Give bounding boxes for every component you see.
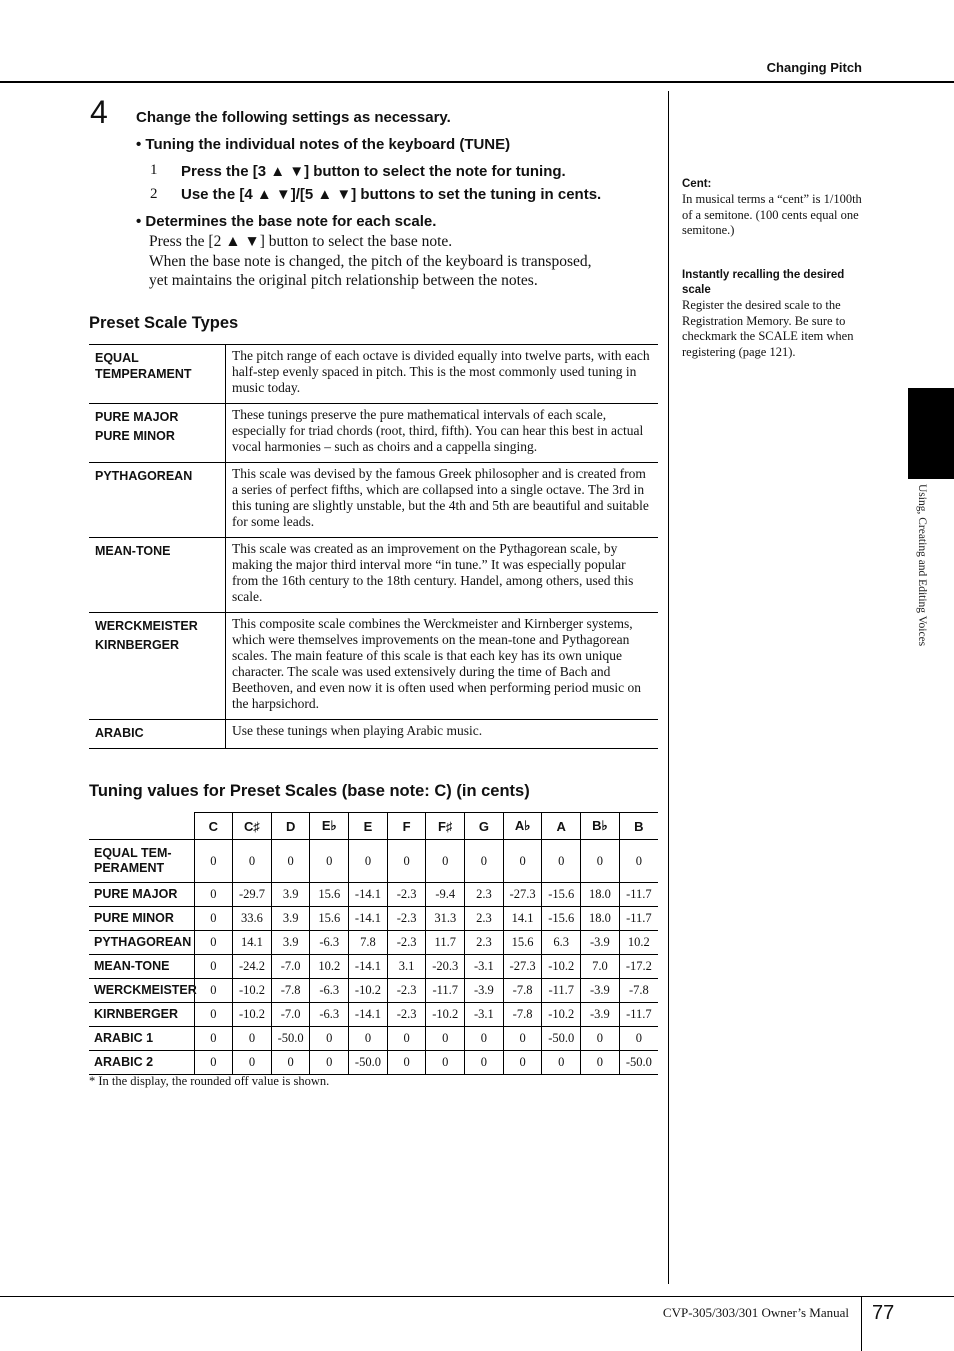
tuning-value: 3.9 [271, 883, 310, 907]
tuning-value: 0 [310, 840, 349, 883]
recall-note [682, 268, 864, 360]
tuning-value: -7.0 [271, 955, 310, 979]
tuning-value: -7.8 [503, 979, 542, 1003]
tuning-value: -7.8 [271, 979, 310, 1003]
base-note-line-3: yet maintains the original pitch relationship between the notes. [149, 272, 538, 289]
note-header: B [619, 813, 658, 840]
tuning-value: 14.1 [503, 907, 542, 931]
column-divider [668, 91, 669, 1284]
tuning-value: -50.0 [271, 1027, 310, 1051]
tuning-row-name: MEAN-TONE [89, 955, 194, 979]
scale-row [89, 463, 658, 538]
cent-note-heading: Cent: [682, 178, 712, 190]
tuning-value: -50.0 [349, 1051, 388, 1075]
tuning-row-name: WERCKMEISTER [89, 979, 194, 1003]
scale-description: The pitch range of each octave is divided equally into twelve parts, with each half-step evenly spaced in pitch. This is the most commonly used tuning in music today. [226, 345, 659, 404]
note-header: A [542, 813, 581, 840]
tuning-value: 14.1 [233, 931, 272, 955]
tuning-value: 3.1 [387, 955, 426, 979]
tuning-value: 0 [194, 840, 233, 883]
scale-description: This composite scale combines the Werckmeister and Kirnberger systems, which were themselves improvements on the mean-tone and Pythagorean scales. The main feature of this scale is that each key has its own unique character. The scale was used extensively during the time of Bach and Beethoven, and even now it is often used when performing period music on the harpsichord. [226, 613, 659, 720]
recall-note-body: Register the desired scale to the Registration Memory. Be sure to checkmark the SCALE item when registering (page 121). [682, 298, 854, 359]
footer-divider [861, 1296, 862, 1351]
scale-row [89, 404, 658, 463]
tuning-row-name: ARABIC 1 [89, 1027, 194, 1051]
tuning-value: 0 [233, 840, 272, 883]
tuning-value: 0 [310, 1051, 349, 1075]
tuning-value: -9.4 [426, 883, 465, 907]
scale-name-line-2: TEMPERAMENT [95, 367, 192, 381]
tuning-value: -15.6 [542, 907, 581, 931]
tuning-row-name: PURE MINOR [89, 907, 194, 931]
tuning-value: 0 [194, 883, 233, 907]
tuning-value: -3.1 [465, 1003, 504, 1027]
tuning-value: 6.3 [542, 931, 581, 955]
tuning-value: -10.2 [542, 1003, 581, 1027]
tuning-value: 10.2 [310, 955, 349, 979]
tuning-value: -14.1 [349, 955, 388, 979]
tuning-value: -2.3 [387, 931, 426, 955]
scale-name [89, 538, 226, 613]
tuning-value: 0 [387, 1027, 426, 1051]
tuning-value: -14.1 [349, 883, 388, 907]
tuning-value: -27.3 [503, 955, 542, 979]
tuning-value: -14.1 [349, 907, 388, 931]
tuning-value: 18.0 [581, 883, 620, 907]
tuning-value: -3.9 [581, 979, 620, 1003]
base-note-line-2: When the base note is changed, the pitch of the keyboard is transposed, [149, 253, 592, 270]
recall-note-heading: Instantly recalling the desired scale [682, 269, 845, 296]
tuning-value: 0 [465, 1051, 504, 1075]
scale-name-line-1: MEAN-TONE [95, 544, 171, 558]
tuning-row-name: ARABIC 2 [89, 1051, 194, 1075]
scale-description: This scale was devised by the famous Greek philosopher and is created from a series of perfect fifths, which are collapsed into a single octave. The 3rd in this tuning are slightly unstable, but the 4th and 5th are beautiful and suitable for some leads. [226, 463, 659, 538]
page-number: 77 [872, 1302, 895, 1324]
scale-name [89, 613, 226, 720]
tuning-value: 0 [619, 840, 658, 883]
running-header: Changing Pitch [766, 60, 862, 75]
scale-name-line-1: PURE MAJOR [95, 410, 179, 424]
tuning-value: -14.1 [349, 1003, 388, 1027]
scale-row [89, 345, 658, 404]
tuning-value: 10.2 [619, 931, 658, 955]
tuning-value: 0 [387, 1051, 426, 1075]
tuning-value: 0 [581, 1051, 620, 1075]
tuning-row [89, 1003, 658, 1027]
note-header: F♯ [426, 813, 465, 840]
tuning-value: -17.2 [619, 955, 658, 979]
tuning-value: -3.9 [581, 931, 620, 955]
scale-name-line-1: PYTHAGOREAN [95, 469, 193, 483]
tuning-value: 0 [194, 931, 233, 955]
tuning-value: -24.2 [233, 955, 272, 979]
tuning-value: 0 [310, 1027, 349, 1051]
tuning-value: -7.0 [271, 1003, 310, 1027]
tuning-value: -11.7 [426, 979, 465, 1003]
scale-description: Use these tunings when playing Arabic music. [226, 720, 659, 749]
tuning-row [89, 840, 658, 883]
tuning-value: -6.3 [310, 979, 349, 1003]
tuning-row [89, 955, 658, 979]
tuning-value: -10.2 [349, 979, 388, 1003]
tuning-value: -2.3 [387, 907, 426, 931]
tuning-row-name: EQUAL TEM-PERAMENT [89, 840, 194, 883]
scale-name [89, 720, 226, 749]
tuning-value: -10.2 [233, 1003, 272, 1027]
note-header: F [387, 813, 426, 840]
tuning-table [89, 812, 658, 1075]
tuning-value: -29.7 [233, 883, 272, 907]
tuning-value: 0 [619, 1027, 658, 1051]
tuning-value: -10.2 [426, 1003, 465, 1027]
tuning-value: -50.0 [542, 1027, 581, 1051]
tuning-value: 11.7 [426, 931, 465, 955]
scale-name [89, 345, 226, 404]
tuning-header-blank [89, 813, 194, 840]
tuning-value: 7.8 [349, 931, 388, 955]
tuning-value: 0 [503, 1027, 542, 1051]
tuning-value: -27.3 [503, 883, 542, 907]
step-number: 4 [90, 94, 108, 130]
cent-note-body: In musical terms a “cent” is 1/100th of a semitone. (100 cents equal one semitone.) [682, 192, 862, 237]
tuning-value: 0 [581, 840, 620, 883]
footer-manual-title: CVP-305/303/301 Owner’s Manual [662, 1305, 849, 1320]
tuning-value: 0 [426, 1027, 465, 1051]
tuning-value: -2.3 [387, 1003, 426, 1027]
tuning-value: 0 [426, 1051, 465, 1075]
note-header: D [271, 813, 310, 840]
tuning-value: 0 [233, 1051, 272, 1075]
scale-row [89, 538, 658, 613]
tuning-value: 0 [581, 1027, 620, 1051]
tuning-value: 0 [194, 907, 233, 931]
scale-description: These tunings preserve the pure mathematical intervals of each scale, especially for triad chords (root, third, fifth). You can hear this best in actual vocal harmonies – such as choirs and a cappella singing. [226, 404, 659, 463]
tuning-value: 0 [503, 840, 542, 883]
tuning-value: 0 [465, 1027, 504, 1051]
scale-name-line-2: PURE MINOR [95, 429, 175, 443]
tuning-value: 0 [426, 840, 465, 883]
tuning-row-name: PYTHAGOREAN [89, 931, 194, 955]
tuning-value: -3.1 [465, 955, 504, 979]
tuning-title: Tuning values for Preset Scales (base note: C) (in cents) [89, 782, 530, 800]
tuning-value: -50.0 [619, 1051, 658, 1075]
scale-name-line-1: ARABIC [95, 726, 144, 740]
tuning-value: 0 [194, 1027, 233, 1051]
substep-1-text: Press the [3 ▲ ▼] button to select the note for tuning. [181, 163, 566, 180]
scale-name-line-1: EQUAL [95, 351, 139, 365]
note-header: G [465, 813, 504, 840]
tuning-value: -11.7 [619, 883, 658, 907]
tuning-value: 0 [542, 1051, 581, 1075]
scale-description: This scale was created as an improvement on the Pythagorean scale, by making the major third interval more “in tune.” It was especially popular from the 16th century to the 18th century. Handel, among others, used this scale. [226, 538, 659, 613]
tuning-value: 15.6 [310, 883, 349, 907]
chapter-tab-label: Using, Creating and Editing Voices [916, 484, 928, 647]
scale-name [89, 463, 226, 538]
footer-rule [0, 1296, 954, 1297]
note-header: A♭ [503, 813, 542, 840]
note-header: E [349, 813, 388, 840]
tuning-value: 7.0 [581, 955, 620, 979]
scale-name-line-2: KIRNBERGER [95, 638, 180, 652]
tuning-value: 2.3 [465, 883, 504, 907]
note-header: C♯ [233, 813, 272, 840]
tuning-value: 0 [233, 1027, 272, 1051]
tuning-value: 2.3 [465, 907, 504, 931]
substep-1-number: 1 [150, 162, 158, 178]
tuning-row [89, 1027, 658, 1051]
tuning-value: 33.6 [233, 907, 272, 931]
tuning-value: 0 [387, 840, 426, 883]
tuning-value: 0 [349, 840, 388, 883]
preset-scales-title: Preset Scale Types [89, 314, 239, 332]
tuning-value: 3.9 [271, 931, 310, 955]
tuning-value: 0 [349, 1027, 388, 1051]
base-note-bullet: • Determines the base note for each scale. [136, 213, 437, 230]
tune-bullet: • Tuning the individual notes of the keyboard (TUNE) [136, 136, 511, 153]
substep-2-text: Use the [4 ▲ ▼]/[5 ▲ ▼] buttons to set the tuning in cents. [181, 186, 602, 203]
tuning-value: 15.6 [310, 907, 349, 931]
scale-row [89, 720, 658, 749]
tuning-row [89, 883, 658, 907]
tuning-value: -10.2 [233, 979, 272, 1003]
tuning-value: -7.8 [503, 1003, 542, 1027]
tuning-value: 2.3 [465, 931, 504, 955]
tuning-value: 0 [542, 840, 581, 883]
tuning-value: 3.9 [271, 907, 310, 931]
tuning-row [89, 1051, 658, 1075]
tuning-row-name: PURE MAJOR [89, 883, 194, 907]
base-note-line-1: Press the [2 ▲ ▼] button to select the base note. [149, 233, 453, 250]
chapter-tab [908, 388, 954, 479]
tuning-value: -10.2 [542, 955, 581, 979]
header-rule [0, 81, 954, 83]
preset-scales-table [89, 344, 658, 749]
tuning-value: -6.3 [310, 931, 349, 955]
tuning-footnote: * In the display, the rounded off value is shown. [89, 1074, 330, 1088]
tuning-value: 0 [271, 1051, 310, 1075]
tuning-row [89, 907, 658, 931]
scale-name [89, 404, 226, 463]
tuning-value: 0 [503, 1051, 542, 1075]
note-header: B♭ [581, 813, 620, 840]
tuning-value: -15.6 [542, 883, 581, 907]
tuning-value: -11.7 [542, 979, 581, 1003]
tuning-value: 0 [194, 1051, 233, 1075]
tuning-value: 18.0 [581, 907, 620, 931]
tuning-row-name: KIRNBERGER [89, 1003, 194, 1027]
tuning-row [89, 931, 658, 955]
tuning-value: 0 [271, 840, 310, 883]
tuning-value: -20.3 [426, 955, 465, 979]
tuning-value: -11.7 [619, 1003, 658, 1027]
tuning-value: -11.7 [619, 907, 658, 931]
substep-2-number: 2 [150, 186, 158, 202]
tuning-row [89, 979, 658, 1003]
tuning-value: 15.6 [503, 931, 542, 955]
tuning-value: -3.9 [465, 979, 504, 1003]
tuning-value: -7.8 [619, 979, 658, 1003]
tuning-value: 31.3 [426, 907, 465, 931]
tuning-value: -2.3 [387, 979, 426, 1003]
tuning-value: 0 [194, 979, 233, 1003]
step-instruction: Change the following settings as necessary. [136, 109, 451, 126]
cent-note [682, 177, 864, 239]
note-header: E♭ [310, 813, 349, 840]
tuning-value: 0 [465, 840, 504, 883]
tuning-value: -6.3 [310, 1003, 349, 1027]
tuning-value: 0 [194, 1003, 233, 1027]
scale-row [89, 613, 658, 720]
tuning-value: 0 [194, 955, 233, 979]
scale-name-line-1: WERCKMEISTER [95, 619, 198, 633]
tuning-value: -3.9 [581, 1003, 620, 1027]
tuning-value: -2.3 [387, 883, 426, 907]
note-header: C [194, 813, 233, 840]
